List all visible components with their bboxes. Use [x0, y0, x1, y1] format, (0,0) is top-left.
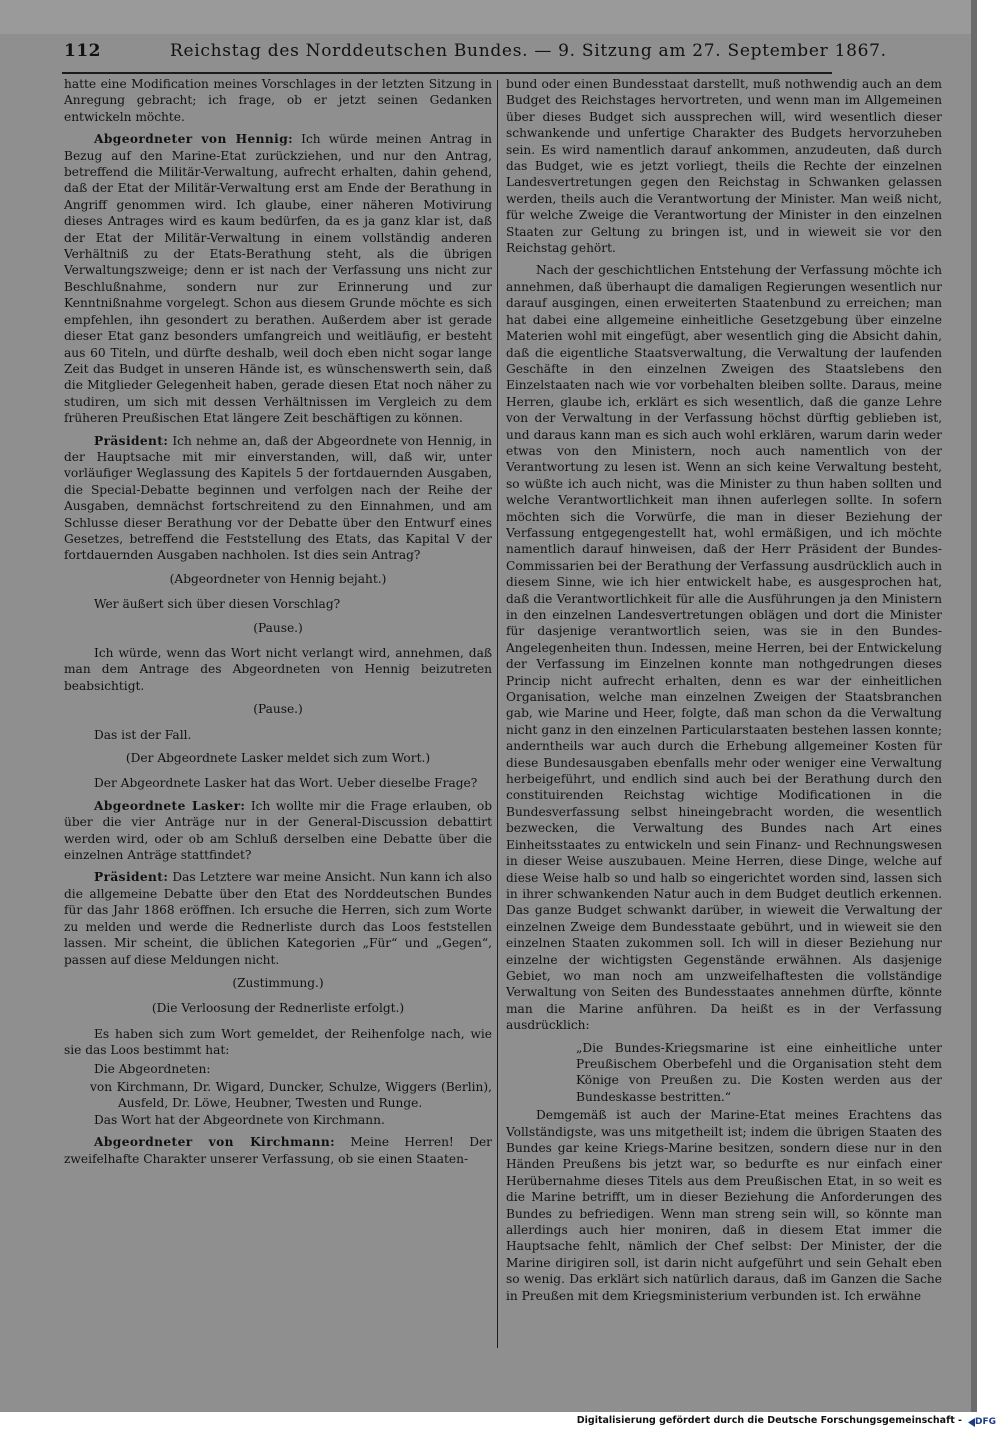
speech-paragraph [64, 433, 492, 564]
stage-direction: (Pause.) [253, 702, 303, 717]
column-divider [497, 80, 498, 1348]
speech-paragraph [64, 131, 492, 426]
stage-direction: (Abgeordneter von Hennig bejaht.) [169, 571, 387, 586]
speaker-name: Präsident: [94, 870, 169, 885]
speech-text: Ich wollte mir die Frage erlauben, ob über die vier Anträge nur in der General-Discussion debattirt werden wird, oder ob am Schluß derselben eine Debatte über die einzelnen Anträge stattfindet? [64, 798, 492, 863]
speech-paragraph [64, 1134, 492, 1167]
page-header [64, 34, 887, 68]
speaker-list: von Kirchmann, Dr. Wigard, Duncker, Schulze, Wiggers (Berlin), Ausfeld, Dr. Löwe, Heubner, Twesten und Runge. [90, 1079, 492, 1111]
text-paragraph: bund oder einen Bundesstaat darstellt, muß nothwendig auch an dem Budget des Reichstages hervortreten, und wenn man im Allgemeinen über dieses Budget sich aussprechen will, wird wesentlich dieser schwankende und unfertige Charakter des Budgets hervorzuheben sein. Es wird namentlich darauf ankommen, anzudeuten, daß durch das Budget, wie es jetzt vorliegt, theils die Rechte der einzelnen Landesvertretungen gegen den Reichstag in Schwanken gelassen werden, theils auch die Verantwortung der Minister. Man weiß nicht, für welche Zweige die Verantwortung der Minister in den einzelnen Staaten zur Geltung zu bringen ist, und in wieweit sie vor den Reichstag gehört. [506, 77, 942, 256]
dfg-logo [968, 1416, 996, 1429]
quoted-passage: „Die Bundes-Kriegsmarine ist eine einheitliche unter Preußischem Oberbefehl und die Organisation steht dem Könige von Preußen zu. Die Kosten werden aus der Bundeskasse bestritten.“ [576, 1040, 942, 1104]
text-paragraph: Das Wort hat der Abgeordnete von Kirchmann. [94, 1112, 385, 1127]
text-paragraph: hatte eine Modification meines Vorschlages in der letzten Sitzung in Anregung gebracht; ich frage, ob er jetzt seinen Gedanken entwickeln möchte. [64, 77, 492, 124]
speech-text: Das Letztere war meine Ansicht. Nun kann ich also die allgemeine Debatte über den Etat des Norddeutschen Bundes für das Jahr 1868 eröffnen. Ich ersuche die Herren, sich zum Worte zu melden und werde die Rednerliste durch das Loos feststellen lassen. Mir scheint, die üblichen Kategorien „Für“ und „Gegen“, passen auf diese Meldungen nicht. [64, 870, 492, 967]
speech-paragraph [64, 869, 492, 967]
stage-direction: (Pause.) [253, 620, 303, 635]
speech-text: Meine Herren! Der zweifelhafte Charakter unserer Verfassung, ob sie einen Staaten- [64, 1135, 492, 1166]
page-number: 112 [64, 41, 101, 61]
speaker-name: Abgeordneter von Kirchmann: [94, 1135, 336, 1150]
speaker-name: Abgeordnete Lasker: [94, 798, 246, 813]
speech-paragraph [64, 798, 492, 864]
text-paragraph: Demgemäß ist auch der Marine-Etat meines Erachtens das Vollständigste, was uns mitgetheilt ist; indem die übrigen Staaten des Bundes gar keine Kriegs-Marine besitzen, sondern diese nur in den Händen Preußens bis jetzt war, so bedurfte es nur einfach einer Herübernahme dieses Titels aus dem Preußischen Etat, in so weit es die Marine betrifft, um in dieser Beziehung die Anforderungen des Bundes zu befriedigen. Wenn man streng sein will, so könnte man allerdings auch hier moniren, daß in diesem Etat immer die Hauptsache fehlt, nämlich der Chef selbst: Der Minister, der die Marine dirigiren soll, ist darin nicht aufgeführt und sein Gehalt eben so wenig. Das erklärt sich natürlich daraus, daß im Ganzen die Sache in Preußen mit dem Kriegsministerium verbunden ist. Ich erwähne [506, 1108, 942, 1303]
page-edge-shadow [971, 0, 977, 1412]
text-paragraph: Ich würde, wenn das Wort nicht verlangt wird, annehmen, daß man dem Antrage des Abgeordneten von Hennig beizutreten beabsichtigt. [64, 646, 492, 693]
speaker-name: Abgeordneter von Hennig: [94, 132, 294, 147]
stage-direction: (Die Verloosung der Rednerliste erfolgt.) [151, 1001, 405, 1016]
dfg-logo-text: DFG [974, 1417, 996, 1427]
footer [0, 1414, 1000, 1432]
right-column [506, 76, 942, 1352]
text-paragraph: Wer äußert sich über diesen Vorschlag? [94, 597, 341, 612]
text-paragraph: Die Abgeordneten: [94, 1061, 211, 1076]
stage-direction: (Der Abgeordnete Lasker meldet sich zum Wort.) [125, 751, 431, 766]
text-paragraph: Nach der geschichtlichen Entstehung der Verfassung möchte ich annehmen, daß überhaupt die damaligen Regierungen wesentlich nur darauf ausgingen, einen erweiterten Staatenbund zu erreichen; man hat dabei eine allgemeine einheitliche Gesetzgebung über einzelne Materien wohl mit eingefügt, aber wesentlich ging die Absicht dahin, daß die eigentliche Staatsverwaltung, die Verwaltung der laufenden Geschäfte in den einzelnen Zweigen des Staatslebens den Einzelstaaten nach wie vor vorbehalten bleiben sollte. Daraus, meine Herren, glaube ich, erklärt es sich wesentlich, daß die ganze Lehre von der Verwaltung in der Verfassung höchst dürftig geblieben ist, und daraus kann man es sich auch wohl erklären, warum darin weder etwas von den Ministern, noch auch namentlich von der Verantwortung zu lesen ist. Wenn an sich keine Verwaltung besteht, so wüßte ich auch nicht, was die Minister zu thun haben sollten und welche Verantwortlichkeit man ihnen auferlegen sollte. In sofern möchten sich die Vorwürfe, die man in dieser Beziehung der Verfassung entgegengestellt hat, wohl ermäßigen, und ich möchte namentlich darauf hinweisen, daß der Herr Präsident der Bundes-Commissarien bei der Berathung der Verfassung ausdrücklich auch in diesem Sinne, wie ich hier entwickelt habe, es ausgesprochen hat, daß die Verantwortlichkeit für alle die Ausführungen ja den Ministern in den einzelnen Landesvertretungen oblägen und dort die Minister für dasjenige verantwortlich seien, was sie in den Bundes-Angelegenheiten thun. Indessen, meine Herren, bei der Entwickelung der Verfassung im Einzelnen konnte man nothgedrungen dieses Princip nicht aufrecht erhalten, denn es war der einheitlichen Organisation, welche man einzelnen Zweigen der Staatsbranchen gab, wie Marine und Heer, folgte, daß man schon da die Verwaltung nicht ganz in den einzelnen Particularstaaten bestehen lassen konnte; anderntheils war auch durch die Erhebung allgemeiner Kosten für diese Bundesausgaben ebenfalls mehr oder weniger eine Verwaltung herbeigeführt, und endlich sind auch bei der Berathung durch den constituirenden Reichstag wichtige Modificationen in die Bundesverfassung selbst hineingebracht worden, die wesentlich bezwecken, die Verwaltung des Bundes nach Art eines Einheitsstaates zu entwickeln und sein Finanz- und Rechnungswesen in dieser Weise auszubauen. Meine Herren, diese Dinge, welche auf diese Weise halb so und halb so eingerichtet worden sind, lassen sich in ihrer schwankenden Natur auch in dem Budget deutlich erkennen. Das ganze Budget schwankt darüber, in wieweit die Verwaltung der einzelnen Zweige dem Bundesstaate gebührt, und in wieweit sie den einzelnen Staaten zukommen soll. Ich will in dieser Beziehung nur einzelne der wichtigsten Gegenstände erwähnen. Als dasjenige Gebiet, wo man noch am unzweifelhaftesten die vollständige Verwaltung von Seiten des Bundesstaates annehmen dürfte, könnte man die Marine anführen. Da heißt es in der Verfassung ausdrücklich: [506, 263, 942, 1033]
funding-credit: Digitalisierung gefördert durch die Deutsche Forschungsgemeinschaft - [576, 1415, 962, 1426]
text-paragraph: Der Abgeordnete Lasker hat das Wort. Ueber dieselbe Frage? [94, 776, 478, 791]
speaker-name: Präsident: [94, 433, 169, 448]
running-title: Reichstag des Norddeutschen Bundes. — 9. Sitzung am 27. September 1867. [170, 41, 887, 61]
speech-text: Ich nehme an, daß der Abgeordnete von Hennig, in der Hauptsache mit mir einverstanden, will, daß wir, unter vorläufiger Weglassung des Kapitels 5 der fortdauernden Ausgaben, die Special-Debatte beginnen und verfolgen nach der Reihe der Ausgaben, demnächst fortschreitend zu den Einnahmen, und am Schlusse dieser Berathung vor der Debatte über den Entwurf eines Gesetzes, betreffend die Feststellung des Etats, das Kapital V der fortdauernden Ausgaben nachholen. Ist dies sein Antrag? [64, 433, 492, 563]
speech-text: Ich würde meinen Antrag in Bezug auf den Marine-Etat zurückziehen, und nur den Antrag, betreffend die Militär-Verwaltung, aufrecht erhalten, dahin gehend, daß der Etat der Militär-Verwaltung erst am Ende der Berathung in Angriff genommen wird. Ich glaube, einer näheren Motivirung dieses Antrages wird es kaum bedürfen, da es ja ganz klar ist, daß der Etat der Militär-Verwaltung in einem vollständig anderen Verhältniß zu der Etats-Berathung steht, als die übrigen Verwaltungszweige; denn er ist nach der Verfassung uns nicht zur Beschlußnahme, sondern nur zur Erinnerung und zur Kenntnißnahme vorgelegt. Schon aus diesem Grunde möchte es sich empfehlen, ihn gesondert zu berathen. Außerdem aber ist gerade dieser Etat ganz besonders umfangreich und weitläufig, er besteht aus 60 Titeln, und dürfte deshalb, weil doch eben nicht sogar lange Zeit das Budget in unseren Hände ist, es wünschenswerth sein, daß die Mitglieder Gelegenheit haben, gerade diesen Etat noch näher zu studiren, um sich mit dessen Verhältnissen im Vergleich zu dem früheren Preußischen Etat längere Zeit beschäftigen zu können. [64, 132, 492, 426]
stage-direction: (Zustimmung.) [232, 975, 324, 990]
dfg-logo-mark [968, 1418, 975, 1427]
left-column [64, 76, 492, 1352]
header-rule [62, 72, 832, 74]
text-paragraph: Das ist der Fall. [94, 727, 192, 742]
text-paragraph: Es haben sich zum Wort gemeldet, der Reihenfolge nach, wie sie das Loos bestimmt hat: [64, 1026, 492, 1058]
